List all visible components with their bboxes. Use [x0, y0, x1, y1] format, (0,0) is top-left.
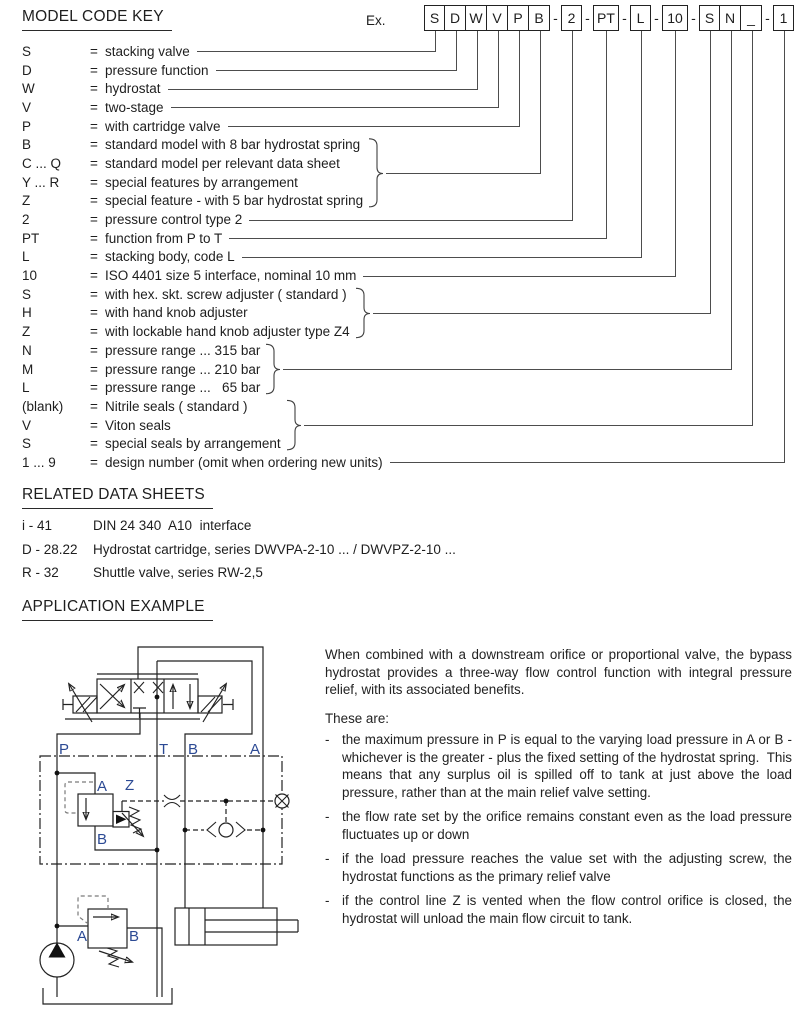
hydraulic-schematic — [0, 640, 320, 1020]
equals-sign: = — [90, 324, 98, 340]
key-desc: standard model per relevant data sheet — [105, 155, 340, 171]
key-desc: pressure control type 2 — [105, 212, 243, 228]
port-label-b: B — [188, 741, 199, 758]
key-desc: hydrostat — [105, 81, 161, 97]
equals-sign: = — [90, 155, 98, 171]
z-port-label: Z — [125, 777, 135, 794]
equals-sign: = — [90, 417, 98, 433]
equals-sign: = — [90, 99, 98, 115]
bullet-text: if the control line Z is vented when the flow control orifice is closed, the hydrostat will unload the main flow circuit to tank. — [342, 893, 792, 926]
code-box-group — [593, 5, 619, 31]
equals-sign: = — [90, 305, 98, 321]
pump-icon — [40, 943, 74, 978]
data-sheet-desc: Hydrostat cartridge, series DWVPA-2-10 ... / DWVPZ-2-10 ... — [93, 541, 456, 557]
bullet-dash: - — [325, 893, 330, 908]
key-row — [22, 378, 383, 397]
code-box-w: W — [466, 5, 487, 31]
key-code: S — [22, 286, 32, 302]
key-desc: standard model with 8 bar hydrostat spring — [105, 137, 361, 153]
application-example-title: APPLICATION EXAMPLE — [22, 598, 213, 621]
key-code: V — [22, 417, 32, 433]
key-desc: design number (omit when ordering new units) — [105, 454, 383, 470]
key-code: B — [22, 137, 32, 153]
key-desc: pressure function — [105, 62, 209, 78]
code-box-group — [561, 5, 582, 31]
code-box-p: P — [508, 5, 529, 31]
plugged-port-icon — [275, 794, 289, 808]
data-sheet-row — [22, 514, 456, 538]
key-code: L — [22, 380, 30, 396]
equals-sign: = — [90, 174, 98, 190]
bullet-item — [325, 731, 792, 801]
key-code: H — [22, 305, 32, 321]
code-box-d: D — [445, 5, 466, 31]
code-box-_: _ — [741, 5, 762, 31]
code-box-pt: PT — [593, 5, 619, 31]
key-desc: pressure range ... 210 bar — [105, 361, 261, 377]
shuttle-valve — [185, 801, 263, 837]
code-box-group — [662, 5, 688, 31]
key-code: N — [22, 342, 32, 358]
equals-sign: = — [90, 193, 98, 209]
equals-sign: = — [90, 398, 98, 414]
key-code: S — [22, 436, 32, 452]
key-desc: Viton seals — [105, 417, 171, 433]
key-row — [22, 154, 383, 173]
key-desc: stacking valve — [105, 43, 190, 59]
key-desc: with cartridge valve — [105, 118, 221, 134]
key-code: Z — [22, 193, 31, 209]
key-code: 2 — [22, 212, 30, 228]
connector-line — [390, 31, 785, 463]
bullet-text: the flow rate set by the orifice remains constant even as the load pressure fluctuates up or down — [342, 809, 792, 842]
key-row — [22, 173, 383, 192]
bullet-item — [325, 892, 792, 927]
code-separator: - — [585, 10, 590, 26]
equals-sign: = — [90, 342, 98, 358]
key-code: C ... Q — [22, 155, 62, 171]
data-sheet-row — [22, 561, 456, 585]
code-box-group — [630, 5, 651, 31]
key-row — [22, 434, 383, 453]
equals-sign: = — [90, 249, 98, 265]
directional-valve — [63, 674, 233, 722]
code-box-group — [424, 5, 550, 31]
code-box-b: B — [529, 5, 550, 31]
code-box-l: L — [630, 5, 651, 31]
code-box-v: V — [487, 5, 508, 31]
key-code: D — [22, 62, 32, 78]
key-row — [22, 322, 383, 341]
code-box-1: 1 — [773, 5, 794, 31]
bullet-item — [325, 808, 792, 843]
key-row — [22, 285, 383, 304]
code-separator: - — [691, 10, 696, 26]
equals-sign: = — [90, 268, 98, 284]
code-box-s: S — [424, 5, 445, 31]
key-desc: pressure range ... 315 bar — [105, 342, 261, 358]
key-desc: two-stage — [105, 99, 164, 115]
bullet-text: if the load pressure reaches the value set with the adjusting screw, the hydrostat functions as the primary relief valve — [342, 851, 792, 884]
equals-sign: = — [90, 118, 98, 134]
related-data-sheets-title: RELATED DATA SHEETS — [22, 486, 213, 509]
bullet-dash: - — [325, 851, 330, 866]
key-desc: pressure range ... 65 bar — [105, 380, 261, 396]
data-sheet-code: i - 41 — [22, 518, 53, 534]
key-desc: Nitrile seals ( standard ) — [105, 398, 248, 414]
model-code-key-title: MODEL CODE KEY — [22, 8, 172, 31]
key-desc: ISO 4401 size 5 interface, nominal 10 mm — [105, 268, 357, 284]
port-label-t: T — [159, 741, 169, 758]
hydrostat-label-b: B — [97, 831, 108, 848]
equals-sign: = — [90, 454, 98, 470]
code-box-10: 10 — [662, 5, 688, 31]
connector-line — [373, 31, 711, 314]
key-desc: stacking body, code L — [105, 249, 235, 265]
code-separator: - — [622, 10, 627, 26]
bullet-text: the maximum pressure in P is equal to the varying load pressure in A or B - whichever is the greater - plus the fixed setting of the hydrostat spring. This means that any surplus oil is spilled off to tank at just above the load pressure, rather than at the main relief valve setting. — [342, 732, 792, 800]
key-code: M — [22, 361, 34, 377]
hydrostat-label-a: A — [97, 778, 108, 795]
equals-sign: = — [90, 137, 98, 153]
key-code: S — [22, 43, 32, 59]
relief-label-b: B — [129, 928, 140, 945]
port-label-p: P — [59, 741, 70, 758]
key-row — [22, 360, 383, 379]
orifice-icon — [164, 795, 180, 807]
key-row — [22, 397, 383, 416]
key-row — [22, 341, 383, 360]
key-row — [22, 210, 383, 229]
data-sheet-code: R - 32 — [22, 565, 59, 581]
code-box-group — [699, 5, 762, 31]
key-desc: special features by arrangement — [105, 174, 298, 190]
bullet-dash: - — [325, 809, 330, 824]
related-data-sheets-list — [22, 514, 456, 585]
data-sheet-row — [22, 538, 456, 562]
port-label-a: A — [250, 741, 261, 758]
equals-sign: = — [90, 361, 98, 377]
code-box-group — [773, 5, 794, 31]
key-row — [22, 416, 383, 435]
key-row — [22, 304, 383, 323]
application-text — [325, 646, 792, 934]
key-code: L — [22, 249, 30, 265]
data-sheet-desc: Shuttle valve, series RW-2,5 — [93, 565, 263, 581]
key-row — [22, 266, 383, 285]
key-row — [22, 42, 383, 61]
key-code: P — [22, 118, 32, 134]
equals-sign: = — [90, 230, 98, 246]
connector-line — [386, 31, 541, 174]
key-code: W — [22, 81, 35, 97]
equals-sign: = — [90, 212, 98, 228]
key-row — [22, 248, 383, 267]
model-code-list — [22, 42, 383, 472]
bullet-dash: - — [325, 732, 330, 747]
code-box-2: 2 — [561, 5, 582, 31]
stacking-body-boundary — [40, 756, 282, 864]
key-code: Z — [22, 324, 31, 340]
key-desc: with hand knob adjuster — [105, 305, 248, 321]
key-row — [22, 192, 383, 211]
key-desc: with lockable hand knob adjuster type Z4 — [105, 324, 350, 340]
bullet-item — [325, 850, 792, 885]
code-separator: - — [765, 10, 770, 26]
key-code: Y ... R — [22, 174, 60, 190]
equals-sign: = — [90, 436, 98, 452]
inner-pilot-line — [157, 661, 252, 908]
key-desc: function from P to T — [105, 230, 223, 246]
key-row — [22, 135, 383, 154]
key-code: PT — [22, 230, 40, 246]
key-code: 10 — [22, 268, 38, 284]
equals-sign: = — [90, 62, 98, 78]
code-box-n: N — [720, 5, 741, 31]
code-box-s: S — [699, 5, 720, 31]
key-desc: special seals by arrangement — [105, 436, 281, 452]
paragraph: When combined with a downstream orifice or proportional valve, the bypass hydrostat provides a three-way flow control function with integral pressure relief, with its associated benefits. — [325, 647, 792, 697]
data-sheet-code: D - 28.22 — [22, 541, 78, 557]
code-separator: - — [553, 10, 558, 26]
key-row — [22, 229, 383, 248]
example-label: Ex. — [366, 13, 386, 28]
equals-sign: = — [90, 81, 98, 97]
equals-sign: = — [90, 286, 98, 302]
key-desc: with hex. skt. screw adjuster ( standard ) — [105, 286, 347, 302]
key-row — [22, 79, 383, 98]
key-desc: special feature - with 5 bar hydrostat spring — [105, 193, 364, 209]
data-sheet-desc: DIN 24 340 A10 interface — [93, 518, 252, 534]
equals-sign: = — [90, 380, 98, 396]
connector-line — [363, 31, 676, 277]
tank-icon — [43, 988, 172, 1004]
cylinder — [175, 908, 298, 945]
relief-label-a: A — [77, 928, 88, 945]
equals-sign: = — [90, 43, 98, 59]
key-code: V — [22, 99, 32, 115]
model-code-boxes — [424, 5, 794, 31]
key-row — [22, 61, 383, 80]
key-code: (blank) — [22, 398, 64, 414]
key-row — [22, 117, 383, 136]
paragraph: These are: — [325, 710, 390, 726]
code-separator: - — [654, 10, 659, 26]
key-code: 1 ... 9 — [22, 454, 56, 470]
key-row — [22, 453, 383, 472]
key-row — [22, 98, 383, 117]
